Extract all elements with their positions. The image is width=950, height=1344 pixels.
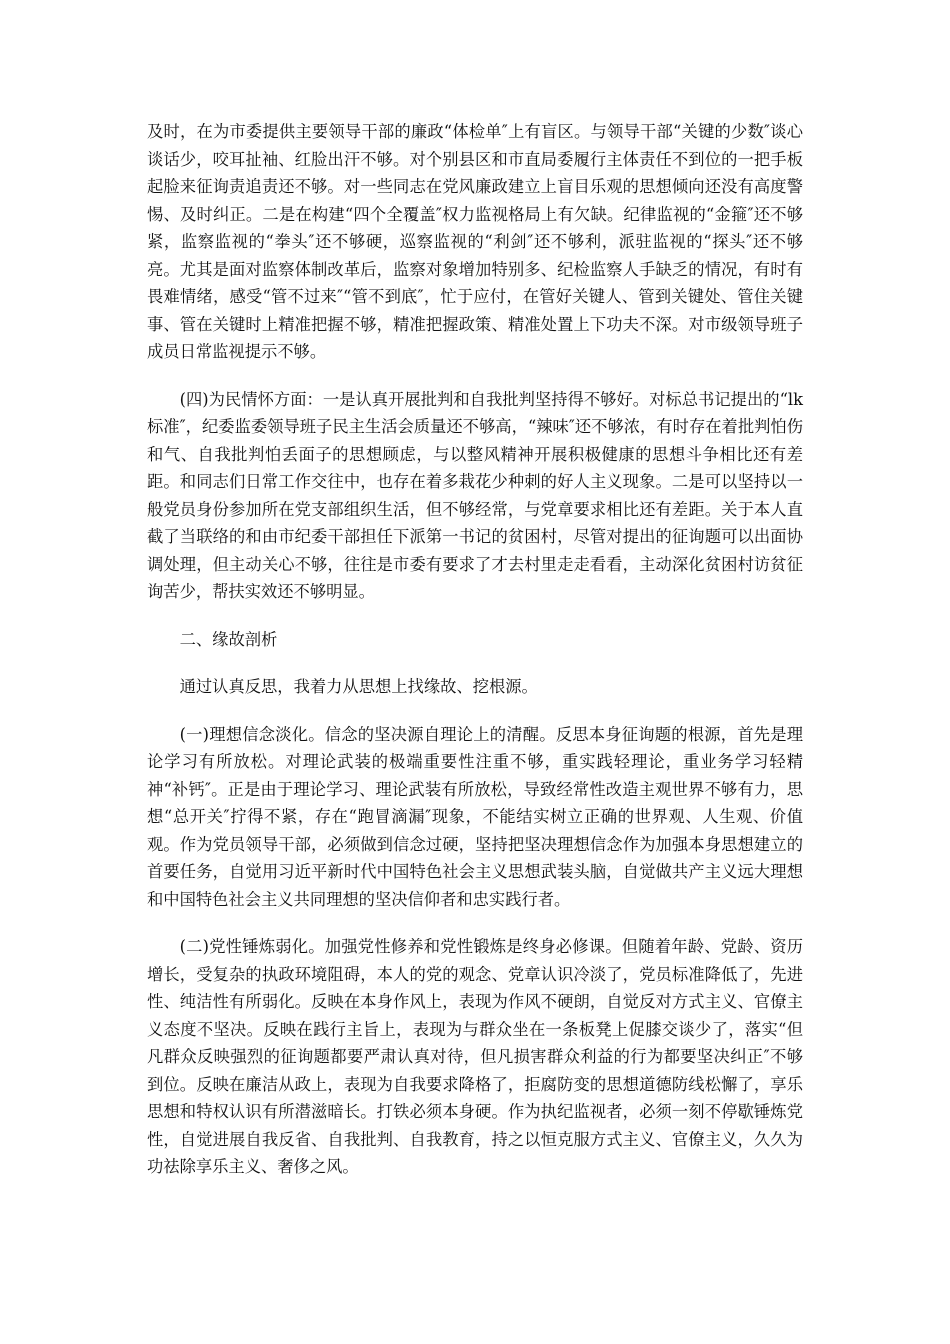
paragraph-gap: [147, 366, 803, 386]
paragraph-gap: [147, 701, 803, 721]
paragraph-people-sentiment: (四)为民情怀方面：一是认真开展批判和自我批判坚持得不够好。对标总书记提出的“lk标准″，纪委监委领导班子民主生活会质量还不够高，“辣味″还不够浓，有时存在着批判怕伤和气、自我批判怕丢面子的思想顾虑，与以整风精神开展积极健康的思想斗争相比还有差距。和同志们日常工作交往中，也存在着多栽花少种刺的好人主义现象。二是可以坚持以一般党员身份参加所在党支部组织生活，但不够经常，与党章要求相比还有差距。关于本人直截了当联络的和由市纪委干部担任下派第一书记的贫困村，尽管对提出的征询题可以出面协调处理，但主动关心不够，往往是市委有要求了才去村里走走看看，主动深化贫困村访贫征询苦少，帮扶实效还不够明显。: [147, 389, 803, 601]
paragraph-party-spirit: (二)党性锤炼弱化。加强党性修养和党性锻炼是终身必修课。但随着年龄、党龄、资历增长，受复杂的执政环境阻碍，本人的党的观念、党章认识冷淡了，党员标准降低了，先进性、纯洁性有所弱化。反映在本身作风上，表现为作风不硬朗，自觉反对方式主义、官僚主义态度不坚决。反映在践行主旨上，表现为与群众坐在一条板凳上促膝交谈少了，落实“但凡群众反映强烈的征询题都要严肃认真对待，但凡损害群众利益的行为都要坚决纠正″不够到位。反映在廉洁从政上，表现为自我要求降格了，拒腐防变的思想道德防线松懈了，享乐思想和特权认识有所潜滋暗长。打铁必须本身硬。作为执纪监视者，必须一刻不停歇锤炼党性，自觉进展自我反省、自我批判、自我教育，持之以恒克服方式主义、官僚主义，久久为功祛除享乐主义、奢侈之风。: [147, 937, 803, 1176]
paragraph-ideals-faith: (一)理想信念淡化。信念的坚决源自理论上的清醒。反思本身征询题的根源，首先是理论学习有所放松。对理论武装的极端重要性注重不够，重实践轻理论，重业务学习轻精神“补钙″。正是由于理论学习、理论武装有所放松，导致经常性改造主观世界不够有力，思想“总开关″拧得不紧，存在“跑冒滴漏″现象，不能结实树立正确的世界观、人生观、价值观。作为党员领导干部，必须做到信念过硬，坚持把坚决理想信念作为加强本身思想建立的首要任务，自觉用习近平新时代中国特色社会主义思想武装头脑，自觉做共产主义远大理想和中国特色社会主义共同理想的坚决信仰者和忠实践行者。: [147, 724, 803, 909]
section-heading-cause-analysis: 二、缘故剖析: [179, 629, 278, 649]
paragraph-gap: [147, 653, 803, 673]
paragraph-continued-supervision: 及时，在为市委提供主要领导干部的廉政“体检单″上有盲区。与领导干部“关键的少数″谈心谈话少，咬耳扯袖、红脸出汗不够。对个别县区和市直局委履行主体责任不到位的一把手板起脸来征询责追责还不够。对一些同志在党风廉政建立上盲目乐观的思想倾向还没有高度警惕、及时纠正。二是在构建“四个全覆盖″权力监视格局上有欠缺。纪律监视的“金箍″还不够紧，监察监视的“拳头″还不够硬，巡察监视的“利剑″还不够利，派驻监视的“探头″还不够亮。尤其是面对监察体制改革后，监察对象增加特别多、纪检监察人手缺乏的情况，有时有畏难情绪，感受“管不过来″“管不到底″，忙于应付，在管好关键人、管到关键处、管住关键事、管在关键时上精准把握不够，精准把握政策、精准处置上下功夫不深。对市级领导班子成员日常监视提示不够。: [147, 122, 803, 361]
paragraph-gap: [147, 606, 803, 626]
paragraph-reflection-intro: 通过认真反思，我着力从思想上找缘故、挖根源。: [179, 677, 538, 696]
document-page: [147, 118, 803, 1181]
paragraph-gap: [147, 913, 803, 933]
